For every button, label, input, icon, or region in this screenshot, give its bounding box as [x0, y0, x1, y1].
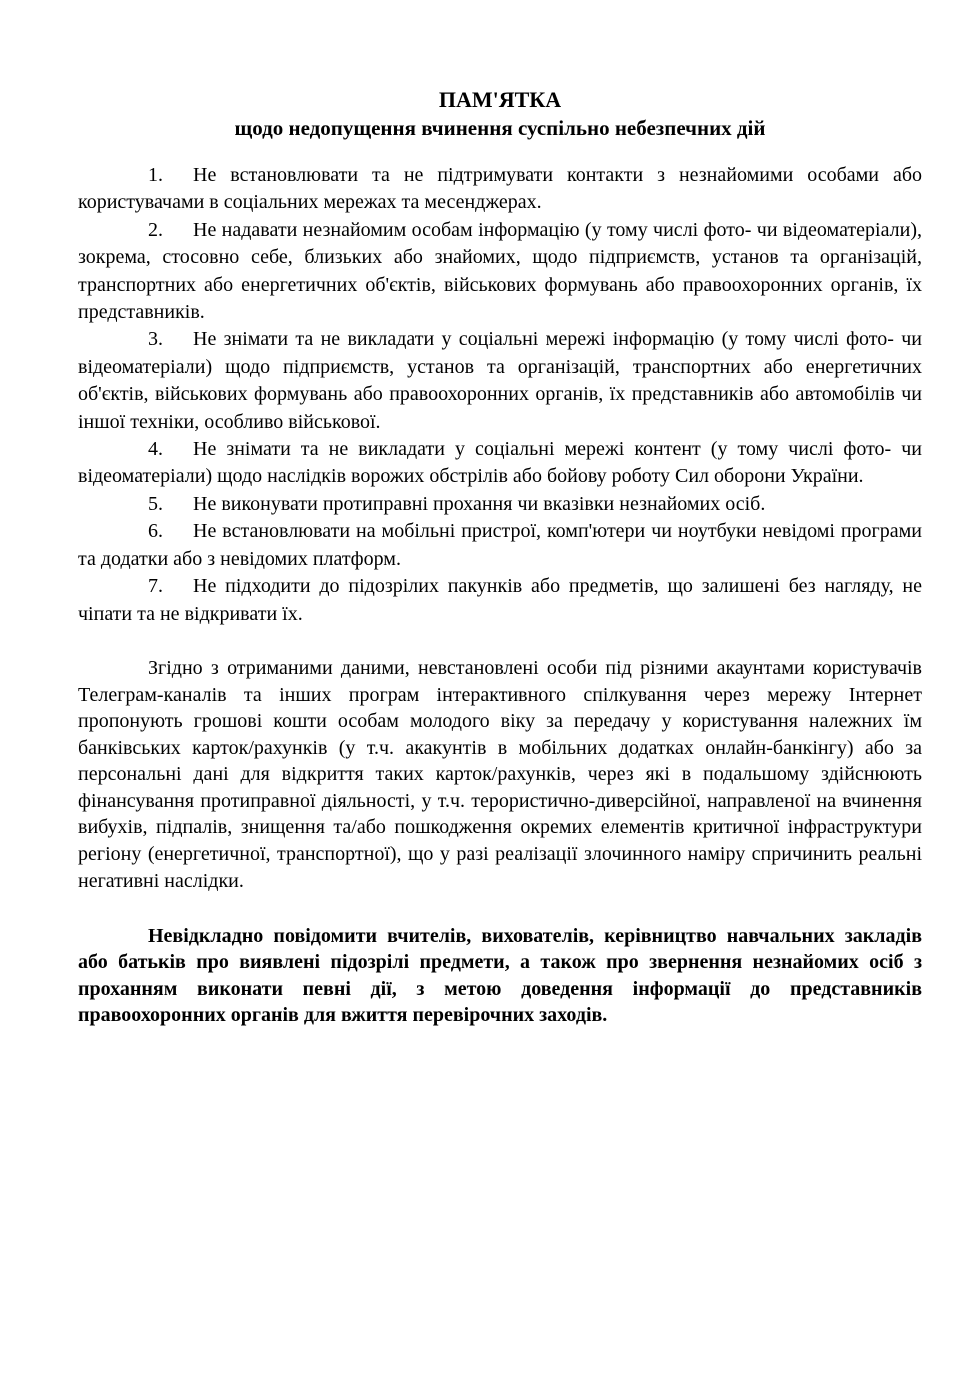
rule-text: Не встановлювати та не підтримувати контакти з незнайомими особами або користувачами в соціальних мережах та месенджерах.	[78, 164, 922, 214]
rule-text: Не виконувати протиправні прохання чи вказівки незнайомих осіб.	[193, 492, 766, 515]
info-paragraph: Згідно з отриманими даними, невстановлені особи під різними акаунтами користувачів Телеграм-каналів та інших програм інтерактивного спілкування через мережу Інтернет пропонують грошові кошти особам молодого віку за передачу у користування належних їм банківських карток/рахунків (у т.ч. акакунтів в мобільних додатках онлайн-банкінгу) або за персональні дані для відкриття таких карток/рахунків, через які в подальшому здійснюють фінансування протиправної діяльності, у т.ч. терористично-диверсійної, направленої на вчинення вибухів, підпалів, знищення та/або пошкодження окремих елементів критичної інфраструктури регіону (енергетичної, транспортної), що у разі реалізації злочинного наміру спричинить реальні негативні наслідки.	[78, 656, 922, 892]
document-page	[78, 0, 922, 1028]
rule-number: 6.	[148, 520, 163, 543]
rules-list	[78, 162, 922, 628]
document-title: ПАМ'ЯТКА	[438, 87, 562, 112]
rule-number: 1.	[148, 164, 163, 186]
rule-item	[78, 436, 922, 491]
rule-text: Не встановлювати на мобільні пристрої, комп'ютери чи ноутбуки невідомі програми та додатки або з невідомих платформ.	[78, 520, 922, 570]
rule-number: 2.	[148, 218, 163, 241]
rule-text: Не підходити до підозрілих пакунків або предметів, що залишені без нагляду, не чіпати та не відкривати їх.	[78, 575, 922, 625]
rule-number: 4.	[148, 438, 163, 461]
rule-item	[78, 573, 922, 628]
rule-item	[78, 518, 922, 573]
rule-text: Не надавати незнайомим особам інформацію (у тому числі фото- чи відеоматеріали), зокрема, стосовно себе, близьких або знайомих, щодо підприємств, установ та організацій, транспортних або енергетичних об'єктів, військових формувань або правоохоронних органів, їх представників.	[78, 218, 922, 324]
rule-item	[78, 491, 922, 518]
rule-item	[78, 326, 922, 436]
rule-item	[78, 217, 922, 327]
rule-text: Не знімати та не викладати у соціальні мережі контент (у тому числі фото- чи відеоматеріали) щодо наслідків ворожих обстрілів або бойову роботу Сил оборони України.	[78, 438, 922, 488]
rule-number: 3.	[148, 328, 163, 351]
warning-callout: Невідкладно повідомити вчителів, вихователів, керівництво навчальних закладів або батьків про виявлені підозрілі предмети, а також про звернення незнайомих осіб з проханням виконати певні дії, з метою доведення інформації до представників правоохоронних органів для вжиття перевірочних заходів.	[78, 925, 922, 1026]
rule-number: 5.	[148, 492, 163, 515]
rule-number: 7.	[148, 575, 163, 598]
rule-text: Не знімати та не викладати у соціальні мережі інформацію (у тому числі фото- чи відеоматеріали) щодо підприємств, установ та організацій, транспортних або енергетичних об'єктів, військових формувань або правоохоронних органів, їх представників або автомобілів чи іншої техніки, особливо військової.	[78, 328, 922, 433]
rule-item	[78, 162, 922, 217]
document-subtitle: щодо недопущення вчинення суспільно небезпечних дій	[234, 116, 766, 140]
